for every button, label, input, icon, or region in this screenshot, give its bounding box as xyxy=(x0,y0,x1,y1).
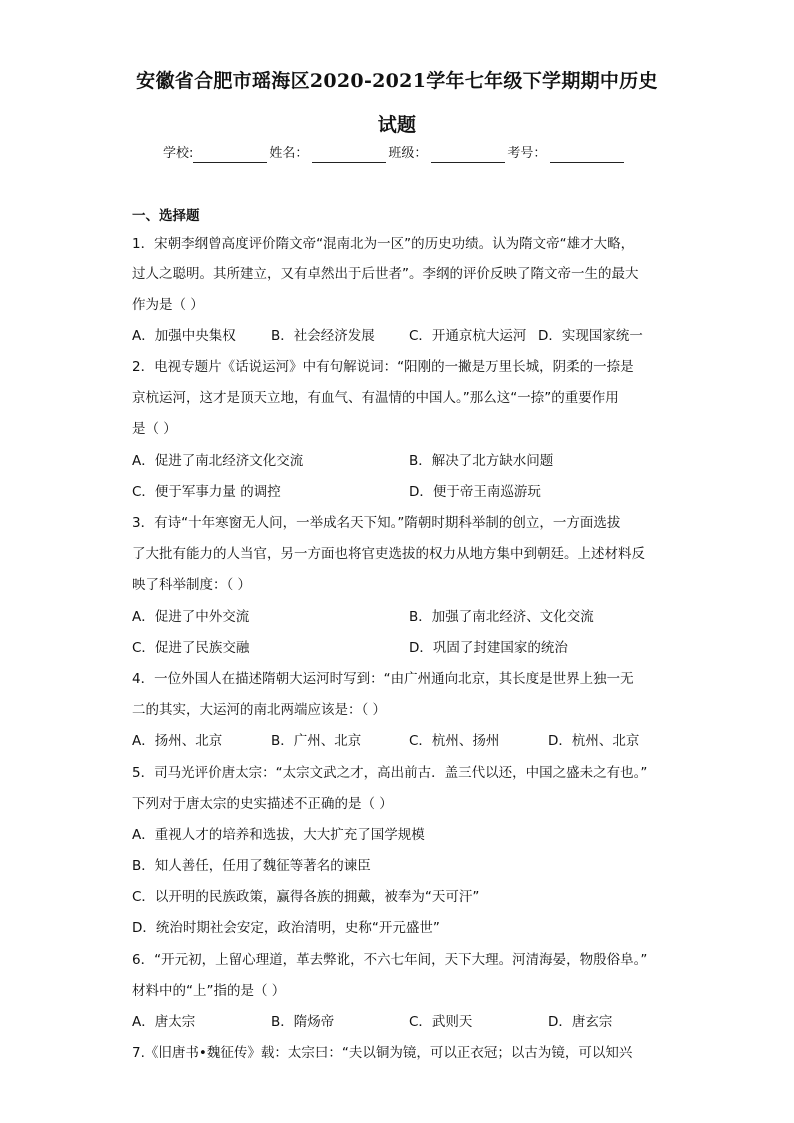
question-1-option-b[interactable]: B．社会经济发展 xyxy=(271,328,375,344)
name-label: 姓名： xyxy=(269,146,309,161)
question-3-line-2: 了大批有能力的人当官，另一方面也将官吏选拔的权力从地方集中到朝廷。上述材料反 xyxy=(132,546,645,562)
question-4-option-a[interactable]: A．扬州、北京 xyxy=(132,733,223,749)
question-4-option-c[interactable]: C．杭州、扬州 xyxy=(409,733,500,749)
question-2-option-b[interactable]: B．解决了北方缺水问题 xyxy=(409,453,554,469)
question-4-option-d[interactable]: D．杭州、北京 xyxy=(548,733,640,749)
question-4-line-1: 4．一位外国人在描述隋朝大运河时写到：“由广州通向北京，其长度是世界上独一无 xyxy=(132,671,634,687)
question-3-option-d[interactable]: D．巩固了封建国家的统治 xyxy=(409,640,568,656)
question-6-option-d[interactable]: D．唐玄宗 xyxy=(548,1014,613,1030)
exam-title-line-1: 安徽省合肥市瑶海区2020-2021学年七年级下学期期中历史 xyxy=(136,70,658,92)
question-6-option-b[interactable]: B．隋炀帝 xyxy=(271,1014,335,1030)
section-title: 一、选择题 xyxy=(132,208,200,224)
question-1-line-1: 1．宋朝李纲曾高度评价隋文帝“混南北为一区”的历史功绩。认为隋文帝“雄才大略， xyxy=(132,236,635,252)
name-blank[interactable] xyxy=(312,148,386,163)
student-info-row xyxy=(163,145,626,163)
question-4-line-2: 二的其实，大运河的南北两端应该是：（ ） xyxy=(132,702,387,718)
exam-number-label: 考号： xyxy=(507,146,547,161)
question-2-option-d[interactable]: D．便于帝王南巡游玩 xyxy=(409,484,541,500)
question-1-option-c[interactable]: C．开通京杭大运河 xyxy=(409,328,527,344)
question-5-option-d[interactable]: D．统治时期社会安定，政治清明，史称“开元盛世” xyxy=(132,920,440,936)
question-6-option-a[interactable]: A．唐太宗 xyxy=(132,1014,196,1030)
exam-number-blank[interactable] xyxy=(550,148,624,163)
question-2-option-c[interactable]: C．便于军事力量 的调控 xyxy=(132,484,281,500)
question-3-line-3: 映了科举制度：（ ） xyxy=(132,577,252,593)
question-2-option-a[interactable]: A．促进了南北经济文化交流 xyxy=(132,453,304,469)
question-2-line-2: 京杭运河，这才是顶天立地，有血气、有温情的中国人。”那么这“一捺”的重要作用 xyxy=(132,390,619,406)
class-label: 班级： xyxy=(388,146,428,161)
question-1-option-a[interactable]: A．加强中央集权 xyxy=(132,328,236,344)
question-5-option-a[interactable]: A．重视人才的培养和选拔，大大扩充了国学规模 xyxy=(132,827,425,843)
question-2-line-3: 是（ ） xyxy=(132,421,177,437)
question-5-line-1: 5．司马光评价唐太宗：“太宗文武之才，高出前古．盖三代以还，中国之盛未之有也。” xyxy=(132,765,648,781)
question-3-option-a[interactable]: A．促进了中外交流 xyxy=(132,609,250,625)
question-3-option-b[interactable]: B．加强了南北经济、文化交流 xyxy=(409,609,594,625)
question-3-line-1: 3．有诗“十年寒窗无人问，一举成名天下知。”隋朝时期科举制的创立，一方面选拔 xyxy=(132,515,621,531)
question-4-option-b[interactable]: B．广州、北京 xyxy=(271,733,362,749)
class-blank[interactable] xyxy=(431,148,505,163)
question-6-option-c[interactable]: C．武则天 xyxy=(409,1014,473,1030)
question-7-line-1: 7.《旧唐书•魏征传》载：太宗曰：“夫以铜为镜，可以正衣冠；以古为镜，可以知兴 xyxy=(132,1045,633,1061)
question-6-line-2: 材料中的“上”指的是（ ） xyxy=(132,983,286,999)
question-2-line-1: 2．电视专题片《话说运河》中有句解说词：“阳刚的一撇是万里长城，阴柔的一捺是 xyxy=(132,359,634,375)
question-1-option-d[interactable]: D．实现国家统一 xyxy=(538,328,643,344)
question-1-line-3: 作为是（ ） xyxy=(132,297,204,313)
exam-title-line-2: 试题 xyxy=(377,114,417,136)
school-label: 学校: xyxy=(163,146,194,161)
question-6-line-1: 6．“开元初，上留心理道，革去弊讹，不六七年间，天下大理。河清海晏，物殷俗阜。” xyxy=(132,952,648,968)
question-5-option-c[interactable]: C．以开明的民族政策，赢得各族的拥戴，被奉为“天可汗” xyxy=(132,889,480,905)
question-5-option-b[interactable]: B．知人善任，任用了魏征等著名的谏臣 xyxy=(132,858,371,874)
question-3-option-c[interactable]: C．促进了民族交融 xyxy=(132,640,250,656)
question-5-line-2: 下列对于唐太宗的史实描述不正确的是（ ） xyxy=(132,796,393,812)
school-blank[interactable] xyxy=(193,148,267,163)
question-1-line-2: 过人之聪明。其所建立，又有卓然出于后世者”。李纲的评价反映了隋文帝一生的最大 xyxy=(132,266,639,282)
